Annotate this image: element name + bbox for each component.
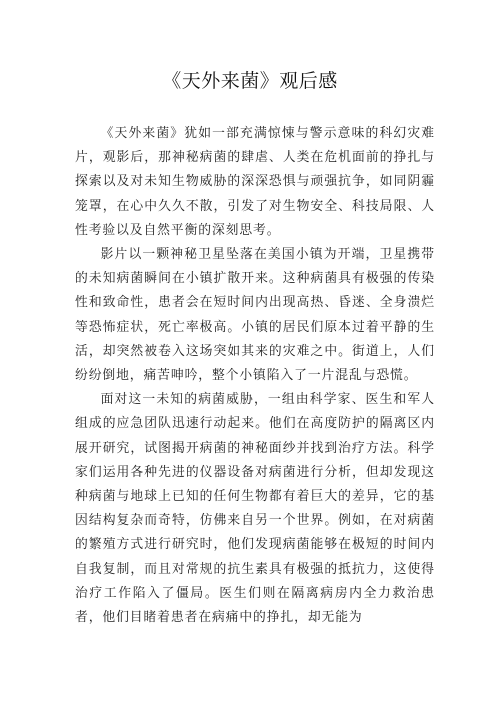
document-body <box>75 122 435 630</box>
paragraph-1: 《天外来菌》犹如一部充满惊悚与警示意味的科幻灾难片，观影后，那神秘病菌的肆虐、人类在危机面前的挣扎与探索以及对未知生物威胁的深深恐惧与顽强抗争，如同阴霾笼罩，在心中久久不散，引发了对生物安全、科技局限、人性考验以及自然平衡的深刻思考。 <box>75 126 435 238</box>
document-title: 《天外来菌》观后感 <box>162 70 338 92</box>
paragraph-2: 影片以一颗神秘卫星坠落在美国小镇为开端，卫星携带的未知病菌瞬间在小镇扩散开来。这种病菌具有极强的传染性和致命性，患者会在短时间内出现高热、昏迷、全身溃烂等恐怖症状，死亡率极高。小镇的居民们原本过着平静的生活，却突然被卷入这场突如其来的灾难之中。街道上，人们纷纷倒地，痛苦呻吟，整个小镇陷入了一片混乱与恐慌。 <box>75 247 435 384</box>
paragraph-3: 面对这一未知的病菌威胁，一组由科学家、医生和军人组成的应急团队迅速行动起来。他们在高度防护的隔离区内展开研究，试图揭开病菌的神秘面纱并找到治疗方法。科学家们运用各种先进的仪器设备对病菌进行分析，但却发现这种病菌与地球上已知的任何生物都有着巨大的差异，它的基因结构复杂而奇特，仿佛来自另一个世界。例如，在对病菌的繁殖方式进行研究时，他们发现病菌能够在极短的时间内自我复制，而且对常规的抗生素具有极强的抵抗力，这使得治疗工作陷入了僵局。医生们则在隔离病房内全力救治患者，他们目睹着患者在病痛中的挣扎，却无能为 <box>75 392 435 626</box>
